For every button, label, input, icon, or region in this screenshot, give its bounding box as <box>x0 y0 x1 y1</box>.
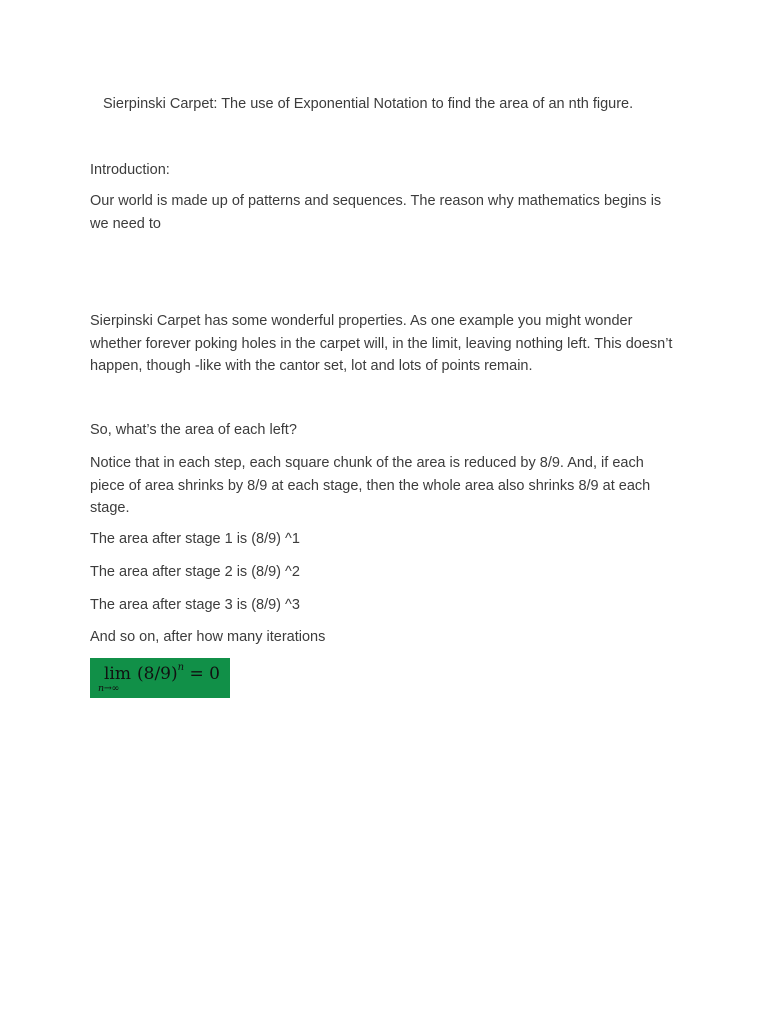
stage-2-line: The area after stage 2 is (8/9) ^2 <box>90 564 300 580</box>
iterations-line: And so on, after how many iterations <box>90 629 326 645</box>
formula-exponent: n <box>177 662 185 673</box>
formula-subscript: n→∞ <box>98 683 120 694</box>
stage-3-line: The area after stage 3 is (8/9) ^3 <box>90 597 300 613</box>
stage-1-line: The area after stage 1 is (8/9) ^1 <box>90 531 300 547</box>
notice-paragraph: Notice that in each step, each square chunk of the area is reduced by 8/9. And, if each piece of area shrinks by 8/9 at each stage, then the whole area also shrinks 8/9 at each stage. <box>90 455 651 516</box>
document-title: Sierpinski Carpet: The use of Exponential Notation to find the area of an nth figure. <box>103 96 634 112</box>
intro-paragraph: Our world is made up of patterns and sequences. The reason why mathematics begins is we need to <box>90 193 662 232</box>
formula-base: (8/9) <box>137 664 178 684</box>
limit-formula-image <box>90 658 230 698</box>
area-question: So, what’s the area of each left? <box>90 422 297 438</box>
formula-lim: lim <box>104 664 131 684</box>
intro-heading: Introduction: <box>90 162 170 178</box>
formula-expression <box>137 664 220 684</box>
formula-rhs: = 0 <box>184 664 220 684</box>
properties-paragraph: Sierpinski Carpet has some wonderful properties. As one example you might wonder whether forever poking holes in the carpet will, in the limit, leaving nothing left. This doesn’t happen, though -like with the cantor set, lot and lots of points remain. <box>90 313 673 374</box>
